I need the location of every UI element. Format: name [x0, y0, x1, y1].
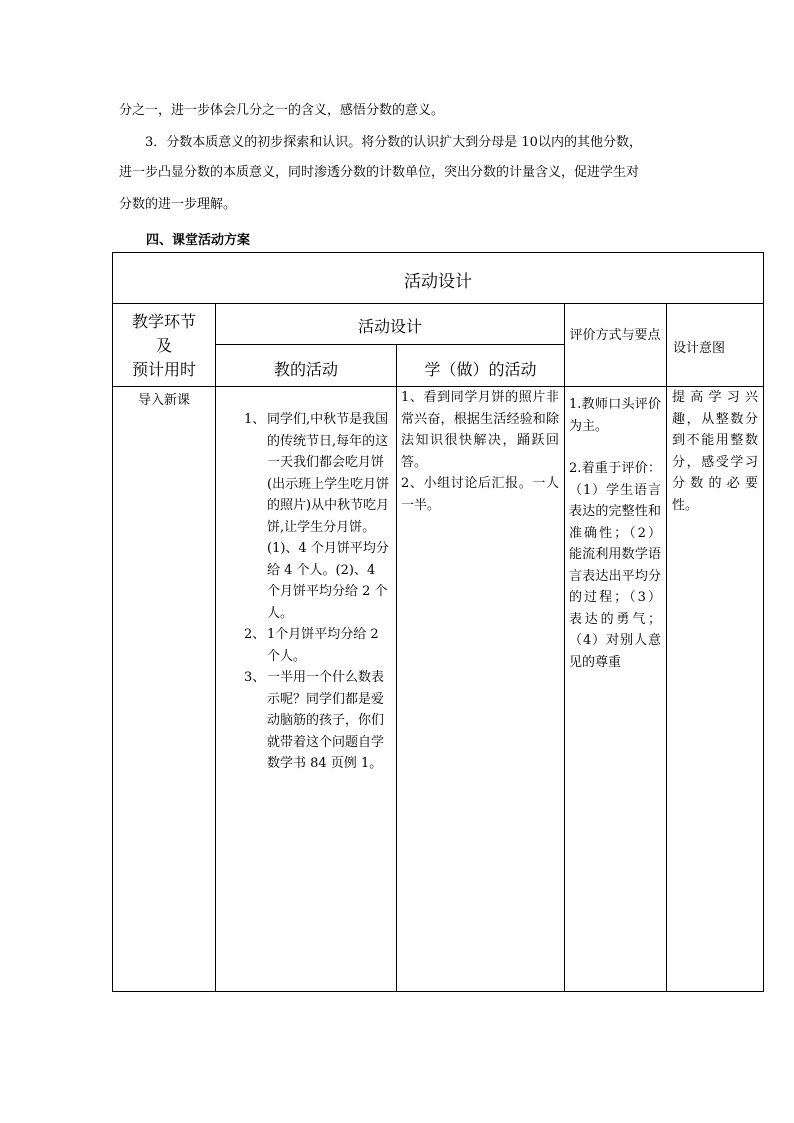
teacher-item-text: 1个月饼平均分给 2 个人。	[267, 627, 379, 664]
intro-line-1: 分之一，进一步体会几分之一的含义，感悟分数的意义。	[119, 103, 445, 118]
stage-header-line-1: 教学环节	[131, 312, 196, 331]
teacher-item-text: 一半用一个什么数表示呢？同学们都是爱动脑筋的孩子，你们就带着这个问题自学数学书 84 页例 1。	[267, 670, 385, 771]
evaluation-text-1: 1.教师口头评价为主。	[569, 397, 661, 434]
teacher-activity-cell	[244, 409, 390, 775]
student-activity-text-1: 1、看到同学月饼的照片非常兴奋，根据生活经验和除法知识很快解决，踊跃回答。	[401, 390, 559, 470]
design-intent-cell: 提高学习兴趣，从整数分到不能用整数分，感受学习分数的必要性。	[672, 390, 758, 513]
intro-line-3: 进一步凸显分数的本质意义，同时渗透分数的计数单位，突出分数的计量含义，促进学生对	[119, 165, 640, 180]
evaluation-header: 评价方式与要点	[569, 328, 661, 343]
teacher-item	[244, 667, 390, 775]
activity-design-header: 活动设计	[357, 317, 422, 336]
intro-line-2: 3．分数本质意义的初步探索和认识。将分数的认识扩大到分母是 10以内的其他分数，	[145, 135, 642, 150]
teacher-item	[244, 624, 390, 667]
stage-header-line-2: 及	[155, 336, 172, 355]
evaluation-text-2: 2.着重于评价：（1）学生语言表达的完整性和准确性；（2）能流利用数学语言表达出平均分的过程；（3）表达的勇气；（4）对别人意见的尊重	[569, 461, 661, 670]
teacher-activity-header: 教的活动	[273, 360, 338, 379]
evaluation-cell	[569, 394, 661, 673]
intro-line-4: 分数的进一步理解。	[119, 197, 237, 212]
stage-cell: 导入新课	[137, 393, 190, 408]
student-activity-header: 学（做）的活动	[424, 360, 537, 379]
teacher-item-number: 1、	[244, 412, 266, 427]
stage-header	[113, 310, 215, 382]
student-activity-cell	[401, 387, 559, 516]
stage-header-line-3: 预计用时	[131, 360, 196, 379]
table-title: 活动设计	[404, 272, 472, 292]
section-heading: 四、课堂活动方案	[146, 233, 251, 248]
design-intent-header: 设计意图	[673, 341, 726, 356]
teacher-item	[244, 409, 390, 624]
student-activity-text-2: 2、小组讨论后汇报。一人一半。	[401, 476, 559, 513]
teacher-item-number: 3、	[244, 670, 266, 685]
teacher-item-number: 2、	[244, 627, 266, 642]
teacher-item-text: 同学们,中秋节是我国的传统节日,每年的这一天我们都会吃月饼(出示班上学生吃月饼的照片)从中秋节吃月饼,让学生分月饼。(1)、4 个月饼平均分给 4 个人。(2)、4 个月饼平均分给 2 个人。	[267, 412, 390, 621]
